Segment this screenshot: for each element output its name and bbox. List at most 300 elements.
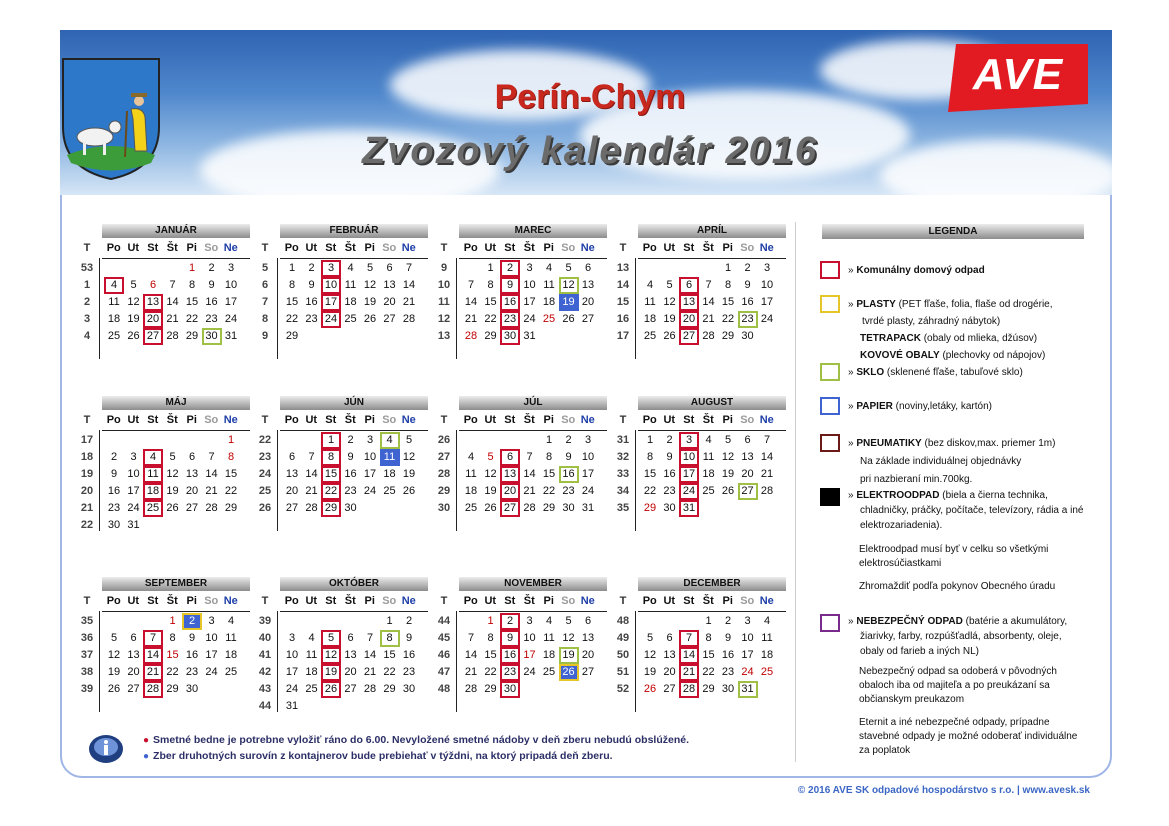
- week-col-header: T: [440, 414, 448, 426]
- calendar-day: 14: [702, 296, 715, 308]
- week-number: 39: [258, 615, 272, 627]
- calendar-day: 1: [487, 262, 494, 274]
- calendar-day: 20: [581, 649, 595, 661]
- week-number: 52: [616, 683, 630, 695]
- weekday-header: Št: [344, 242, 356, 254]
- calendar-day: 29: [285, 330, 299, 342]
- calendar-day: 23: [663, 485, 676, 497]
- calendar-day: 16: [721, 649, 735, 661]
- week-number: 47: [437, 666, 451, 678]
- week-col-header: T: [619, 414, 627, 426]
- calendar-day: 19: [402, 468, 416, 480]
- neb-note-2: obaloch iba od majiteľa a po preukázaní sa: [859, 680, 1050, 691]
- calendar-day: 28: [166, 330, 179, 342]
- calendar-day: 7: [705, 279, 712, 291]
- weekday-header: Pi: [186, 414, 197, 426]
- weekday-header: St: [504, 414, 516, 426]
- calendar-day: 28: [523, 502, 536, 514]
- weekday-header: Št: [523, 414, 535, 426]
- calendar-day: 6: [500, 449, 520, 466]
- calendar-day: 16: [500, 647, 520, 664]
- calendar-day: 8: [487, 279, 494, 291]
- calendar-day: 20: [383, 296, 396, 308]
- calendar-day: 23: [402, 666, 416, 678]
- calendar-day: 29: [721, 330, 735, 342]
- calendar-day: 8: [545, 451, 553, 463]
- calendar-day: 8: [288, 279, 296, 291]
- calendar-day: 17: [523, 649, 536, 661]
- week-number: 42: [258, 666, 272, 678]
- weekday-header: Ut: [305, 414, 318, 426]
- calendar-day: 3: [526, 615, 533, 627]
- week-number: 16: [616, 313, 630, 325]
- calendar-day: 5: [405, 434, 413, 446]
- calendar-day: 6: [288, 451, 296, 463]
- weekday-header: St: [683, 595, 695, 607]
- month-name: DECEMBER: [638, 577, 786, 591]
- calendar-day: 1: [169, 615, 176, 627]
- weekday-header: Pi: [186, 242, 197, 254]
- calendar-day: 7: [526, 451, 533, 463]
- week-col-header: T: [83, 414, 91, 426]
- week-number: 27: [437, 451, 451, 463]
- weekday-header: Ne: [759, 242, 774, 254]
- calendar-day: 12: [321, 647, 341, 664]
- plasty-swatch: [820, 295, 840, 313]
- calendar-day: 20: [285, 485, 299, 497]
- weekday-header: Ut: [663, 414, 676, 426]
- week-number: 24: [258, 468, 272, 480]
- calendar-day: 12: [643, 649, 657, 661]
- calendar-day: 12: [484, 468, 497, 480]
- calendar-day: 3: [744, 615, 751, 627]
- calendar-day: 21: [363, 666, 377, 678]
- calendar-day: 27: [285, 502, 299, 514]
- weekday-header: Ut: [663, 595, 676, 607]
- calendar-day: 16: [559, 466, 579, 483]
- calendar-day: 20: [581, 296, 595, 308]
- weekday-header: Pi: [543, 414, 554, 426]
- calendar-day: 23: [185, 666, 199, 678]
- weekday-header: Št: [166, 242, 178, 254]
- weekday-header: Ut: [127, 242, 140, 254]
- weekday-header: St: [325, 414, 337, 426]
- weekday-header: So: [561, 242, 576, 254]
- weekday-header: Št: [344, 595, 356, 607]
- calendar-day: 21: [166, 313, 179, 325]
- calendar-day: 16: [402, 649, 416, 661]
- calendar-day: 18: [702, 468, 715, 480]
- calendar-day: 3: [366, 434, 374, 446]
- week-number: 44: [258, 700, 272, 712]
- komunal-swatch: [820, 261, 840, 279]
- calendar-day: 11: [225, 632, 237, 644]
- calendar-day: 26: [484, 502, 497, 514]
- sklo-swatch: [820, 363, 840, 381]
- calendar-day: 10: [321, 277, 341, 294]
- week-number: 34: [616, 485, 630, 497]
- week-number: 33: [616, 468, 630, 480]
- header-rule: [638, 611, 786, 612]
- weekday-header: St: [147, 595, 159, 607]
- calendar-day: 26: [402, 485, 416, 497]
- weekday-header: So: [561, 414, 576, 426]
- calendar-day: 13: [285, 468, 299, 480]
- calendar-day: 9: [405, 632, 413, 644]
- calendar-day: 26: [562, 313, 575, 325]
- month-september: [80, 577, 250, 712]
- calendar-day: 14: [363, 649, 377, 661]
- month-name: NOVEMBER: [459, 577, 607, 591]
- weekday-header: Ne: [223, 595, 238, 607]
- calendar-day: 21: [523, 485, 536, 497]
- calendar-day: 1: [386, 615, 393, 627]
- calendar-day: 28: [402, 313, 416, 325]
- month-name: SEPTEMBER: [102, 577, 250, 591]
- legend-divider: [795, 222, 796, 762]
- month-október: [258, 577, 428, 712]
- calendar-day: 17: [127, 485, 140, 497]
- week-number: 39: [80, 683, 94, 695]
- weekday-header: Pi: [364, 595, 375, 607]
- note-1: ● Smetné bedne je potrebne vyložiť ráno do 6.00. Nevyložené smetné nádoby v deň zberu nebudú obslúžené.: [143, 734, 690, 746]
- calendar-day: 2: [405, 615, 413, 627]
- calendar-day: 31: [285, 700, 299, 712]
- calendar-day: 4: [705, 434, 712, 446]
- calendar-day: 26: [643, 683, 657, 695]
- weekday-header: Ut: [484, 595, 497, 607]
- week-number: 17: [80, 434, 94, 446]
- week-number: 48: [437, 683, 451, 695]
- week-number: 51: [616, 666, 630, 678]
- calendar-day: 19: [559, 294, 579, 311]
- calendar-day: 20: [500, 483, 520, 500]
- calendar-day: 28: [464, 683, 478, 695]
- weekday-header: Ne: [759, 595, 774, 607]
- calendar-day: 29: [643, 502, 657, 514]
- calendar-day: 15: [643, 468, 657, 480]
- weekday-header: St: [683, 414, 695, 426]
- weekday-header: Po: [106, 242, 121, 254]
- calendar-day: 27: [663, 683, 676, 695]
- calendar-day: 21: [143, 664, 163, 681]
- komunal-label: » Komunálny domový odpad: [848, 265, 985, 276]
- calendar-day: 5: [321, 630, 341, 647]
- weekday-header: Ne: [223, 242, 238, 254]
- calendar-day: 20: [741, 468, 754, 480]
- calendar-day: 1: [646, 434, 654, 446]
- ave-logo-text: AVE: [972, 50, 1064, 99]
- calendar-day: 15: [166, 649, 179, 661]
- calendar-day: 17: [679, 466, 699, 483]
- calendar-day: 2: [500, 260, 520, 277]
- calendar-day: 9: [500, 277, 520, 294]
- calendar-day: 2: [744, 262, 751, 274]
- calendar-day: 25: [542, 666, 556, 678]
- week-col-header: T: [619, 595, 627, 607]
- calendar-day: 18: [542, 649, 556, 661]
- calendar-day: 14: [679, 647, 699, 664]
- calendar-day: 23: [107, 502, 121, 514]
- calendar-day: 17: [760, 296, 774, 308]
- header-rule: [459, 611, 607, 612]
- calendar-day: 7: [143, 630, 163, 647]
- week-number: 3: [83, 313, 91, 325]
- month-name: OKTÓBER: [280, 577, 428, 591]
- weekday-header: St: [147, 414, 159, 426]
- calendar-day: 16: [205, 296, 218, 308]
- calendar-day: 1: [545, 434, 553, 446]
- calendar-day: 20: [679, 311, 699, 328]
- calendar-day: 6: [149, 279, 157, 291]
- calendar-day: 7: [467, 279, 475, 291]
- calendar-day: 16: [663, 468, 676, 480]
- week-number: 8: [261, 313, 269, 325]
- week-number: 2: [83, 296, 91, 308]
- weekday-header: Pi: [722, 242, 733, 254]
- calendar-day: 5: [565, 262, 572, 274]
- calendar-day: 23: [738, 311, 758, 328]
- calendar-day: 2: [182, 613, 202, 630]
- calendar-day: 15: [721, 296, 735, 308]
- week-number: 48: [616, 615, 630, 627]
- calendar-day: 21: [464, 313, 478, 325]
- eternit-note-2: stavebné odpady je možné odoberať individuálne: [859, 731, 1078, 742]
- weekday-header: Št: [523, 242, 535, 254]
- calendar-day: 18: [464, 485, 478, 497]
- calendar-day: 19: [484, 485, 497, 497]
- calendar-day: 28: [363, 683, 377, 695]
- calendar-day: 19: [363, 296, 377, 308]
- weekday-header: St: [504, 242, 516, 254]
- calendar-day: 29: [185, 330, 199, 342]
- calendar-day: 13: [143, 294, 163, 311]
- calendar-day: 12: [559, 277, 579, 294]
- weekday-header: Po: [284, 414, 299, 426]
- calendar-day: 22: [643, 485, 657, 497]
- calendar-day: 15: [321, 466, 341, 483]
- calendar-day: 17: [285, 666, 299, 678]
- calendar-day: 12: [107, 649, 121, 661]
- week-number: 45: [437, 632, 451, 644]
- calendar-day: 8: [724, 279, 732, 291]
- calendar-day: 10: [581, 451, 595, 463]
- calendar-day: 20: [143, 311, 163, 328]
- calendar-day: 17: [581, 468, 595, 480]
- week-col-header: T: [83, 595, 91, 607]
- calendar-day: 5: [646, 632, 654, 644]
- calendar-day: 22: [185, 313, 199, 325]
- calendar-day: 23: [305, 313, 318, 325]
- calendar-day: 26: [321, 681, 341, 698]
- week-number: 18: [80, 451, 94, 463]
- calendar-day: 18: [760, 649, 774, 661]
- calendar-day: 20: [344, 666, 357, 678]
- weekday-header: Po: [106, 595, 121, 607]
- calendar-day: 11: [380, 449, 400, 466]
- weekday-header: Št: [166, 595, 178, 607]
- calendar-day: 2: [110, 451, 118, 463]
- calendar-day: 17: [205, 649, 218, 661]
- calendar-day: 16: [344, 468, 357, 480]
- calendar-day: 7: [366, 632, 374, 644]
- calendar-day: 2: [666, 434, 673, 446]
- calendar-day: 24: [760, 313, 774, 325]
- calendar-day: 4: [380, 432, 400, 449]
- weekday-header: So: [740, 414, 755, 426]
- calendar-day: 28: [760, 485, 774, 497]
- calendar-day: 1: [288, 262, 296, 274]
- calendar-day: 1: [705, 615, 712, 627]
- weekday-header: Ut: [305, 242, 318, 254]
- calendar-day: 25: [383, 485, 396, 497]
- calendar-day: 11: [644, 296, 656, 308]
- calendar-day: 4: [467, 451, 475, 463]
- header-rule: [102, 258, 250, 259]
- calendar-day: 12: [663, 296, 676, 308]
- calendar-day: 14: [760, 451, 774, 463]
- week-number: 22: [258, 434, 272, 446]
- calendar-day: 18: [107, 313, 121, 325]
- weekday-header: Pi: [543, 595, 554, 607]
- calendar-day: 26: [663, 330, 676, 342]
- calendar-day: 22: [721, 313, 735, 325]
- calendar-day: 15: [484, 296, 497, 308]
- calendar-day: 19: [643, 666, 657, 678]
- calendar-day: 11: [465, 468, 477, 480]
- calendar-day: 26: [721, 485, 735, 497]
- month-august: [616, 396, 786, 531]
- calendar-day: 5: [565, 615, 572, 627]
- header-rule: [280, 430, 428, 431]
- calendar-day: 9: [208, 279, 215, 291]
- calendar-day: 6: [386, 262, 393, 274]
- week-number: 40: [258, 632, 272, 644]
- week-rule: [635, 611, 636, 712]
- calendar-day: 23: [721, 666, 735, 678]
- calendar-day: 5: [487, 451, 494, 463]
- weekday-header: Pi: [543, 242, 554, 254]
- week-number: 9: [440, 262, 448, 274]
- calendar-day: 22: [166, 666, 179, 678]
- calendar-day: 26: [363, 313, 377, 325]
- calendar-day: 30: [500, 328, 520, 345]
- calendar-day: 10: [523, 279, 536, 291]
- calendar-day: 23: [344, 485, 357, 497]
- calendar-day: 19: [127, 313, 140, 325]
- calendar-day: 15: [542, 468, 556, 480]
- calendar-day: 10: [679, 449, 699, 466]
- calendar-day: 4: [227, 615, 235, 627]
- calendar-day: 12: [363, 279, 377, 291]
- calendar-day: 18: [143, 483, 163, 500]
- calendar-day: 29: [484, 683, 497, 695]
- calendar-day: 10: [224, 279, 238, 291]
- calendar-day: 23: [205, 313, 218, 325]
- calendar-day: 10: [127, 468, 140, 480]
- week-number: 36: [80, 632, 94, 644]
- calendar-day: 26: [107, 683, 121, 695]
- week-number: 35: [616, 502, 630, 514]
- calendar-day: 17: [741, 649, 754, 661]
- calendar-day: 8: [188, 279, 196, 291]
- calendar-day: 18: [383, 468, 396, 480]
- week-number: 53: [80, 262, 94, 274]
- calendar-day: 3: [526, 262, 533, 274]
- calendar-day: 11: [143, 466, 163, 483]
- weekday-header: Št: [166, 414, 178, 426]
- week-rule: [456, 430, 457, 531]
- calendar-day: 3: [584, 434, 592, 446]
- calendar-day: 8: [380, 630, 400, 647]
- calendar-day: 21: [464, 666, 478, 678]
- calendar-day: 12: [402, 451, 416, 463]
- calendar-day: 6: [130, 632, 137, 644]
- week-col-header: T: [440, 242, 448, 254]
- weekday-header: Ut: [127, 595, 140, 607]
- header-rule: [280, 611, 428, 612]
- weekday-header: Pi: [186, 595, 197, 607]
- week-rule: [456, 258, 457, 359]
- calendar-day: 3: [227, 262, 235, 274]
- calendar-day: 21: [402, 296, 416, 308]
- calendar-day: 10: [205, 632, 218, 644]
- calendar-day: 31: [523, 330, 536, 342]
- calendar-day: 4: [646, 279, 654, 291]
- calendar-day: 2: [347, 434, 354, 446]
- calendar-day: 25: [643, 330, 657, 342]
- calendar-day: 8: [705, 632, 712, 644]
- calendar-day: 9: [188, 632, 196, 644]
- calendar-day: 1: [188, 262, 196, 274]
- calendar-day: 29: [383, 683, 396, 695]
- calendar-day: 8: [646, 451, 654, 463]
- calendar-day: 31: [581, 502, 595, 514]
- week-rule: [456, 611, 457, 712]
- weekday-header: Št: [702, 414, 714, 426]
- calendar-day: 31: [127, 519, 140, 531]
- weekday-header: Po: [463, 595, 478, 607]
- calendar-day: 8: [487, 632, 494, 644]
- calendar-day: 26: [166, 502, 179, 514]
- month-name: FEBRUÁR: [280, 224, 428, 238]
- calendar-day: 25: [542, 313, 556, 325]
- calendar-day: 27: [581, 313, 595, 325]
- weekday-header: St: [504, 595, 516, 607]
- week-number: 15: [616, 296, 630, 308]
- calendar-day: 28: [702, 330, 715, 342]
- calendar-day: 2: [308, 262, 315, 274]
- header-rule: [102, 611, 250, 612]
- calendar-day: 6: [347, 632, 354, 644]
- calendar-day: 6: [584, 262, 592, 274]
- calendar-day: 7: [467, 632, 475, 644]
- week-number: 31: [616, 434, 630, 446]
- weekday-header: So: [204, 414, 219, 426]
- calendar-day: 5: [169, 451, 176, 463]
- calendar-day: 9: [500, 630, 520, 647]
- weekday-header: Ne: [580, 414, 595, 426]
- calendar-day: 26: [559, 664, 579, 681]
- calendar-day: 2: [724, 615, 732, 627]
- calendar-day: 1: [321, 432, 341, 449]
- calendar-day: 13: [185, 468, 199, 480]
- calendar-day: 27: [143, 328, 163, 345]
- calendar-day: 5: [724, 434, 732, 446]
- calendar-day: 11: [702, 451, 715, 463]
- calendar-day: 16: [185, 649, 199, 661]
- weekday-header: So: [382, 414, 397, 426]
